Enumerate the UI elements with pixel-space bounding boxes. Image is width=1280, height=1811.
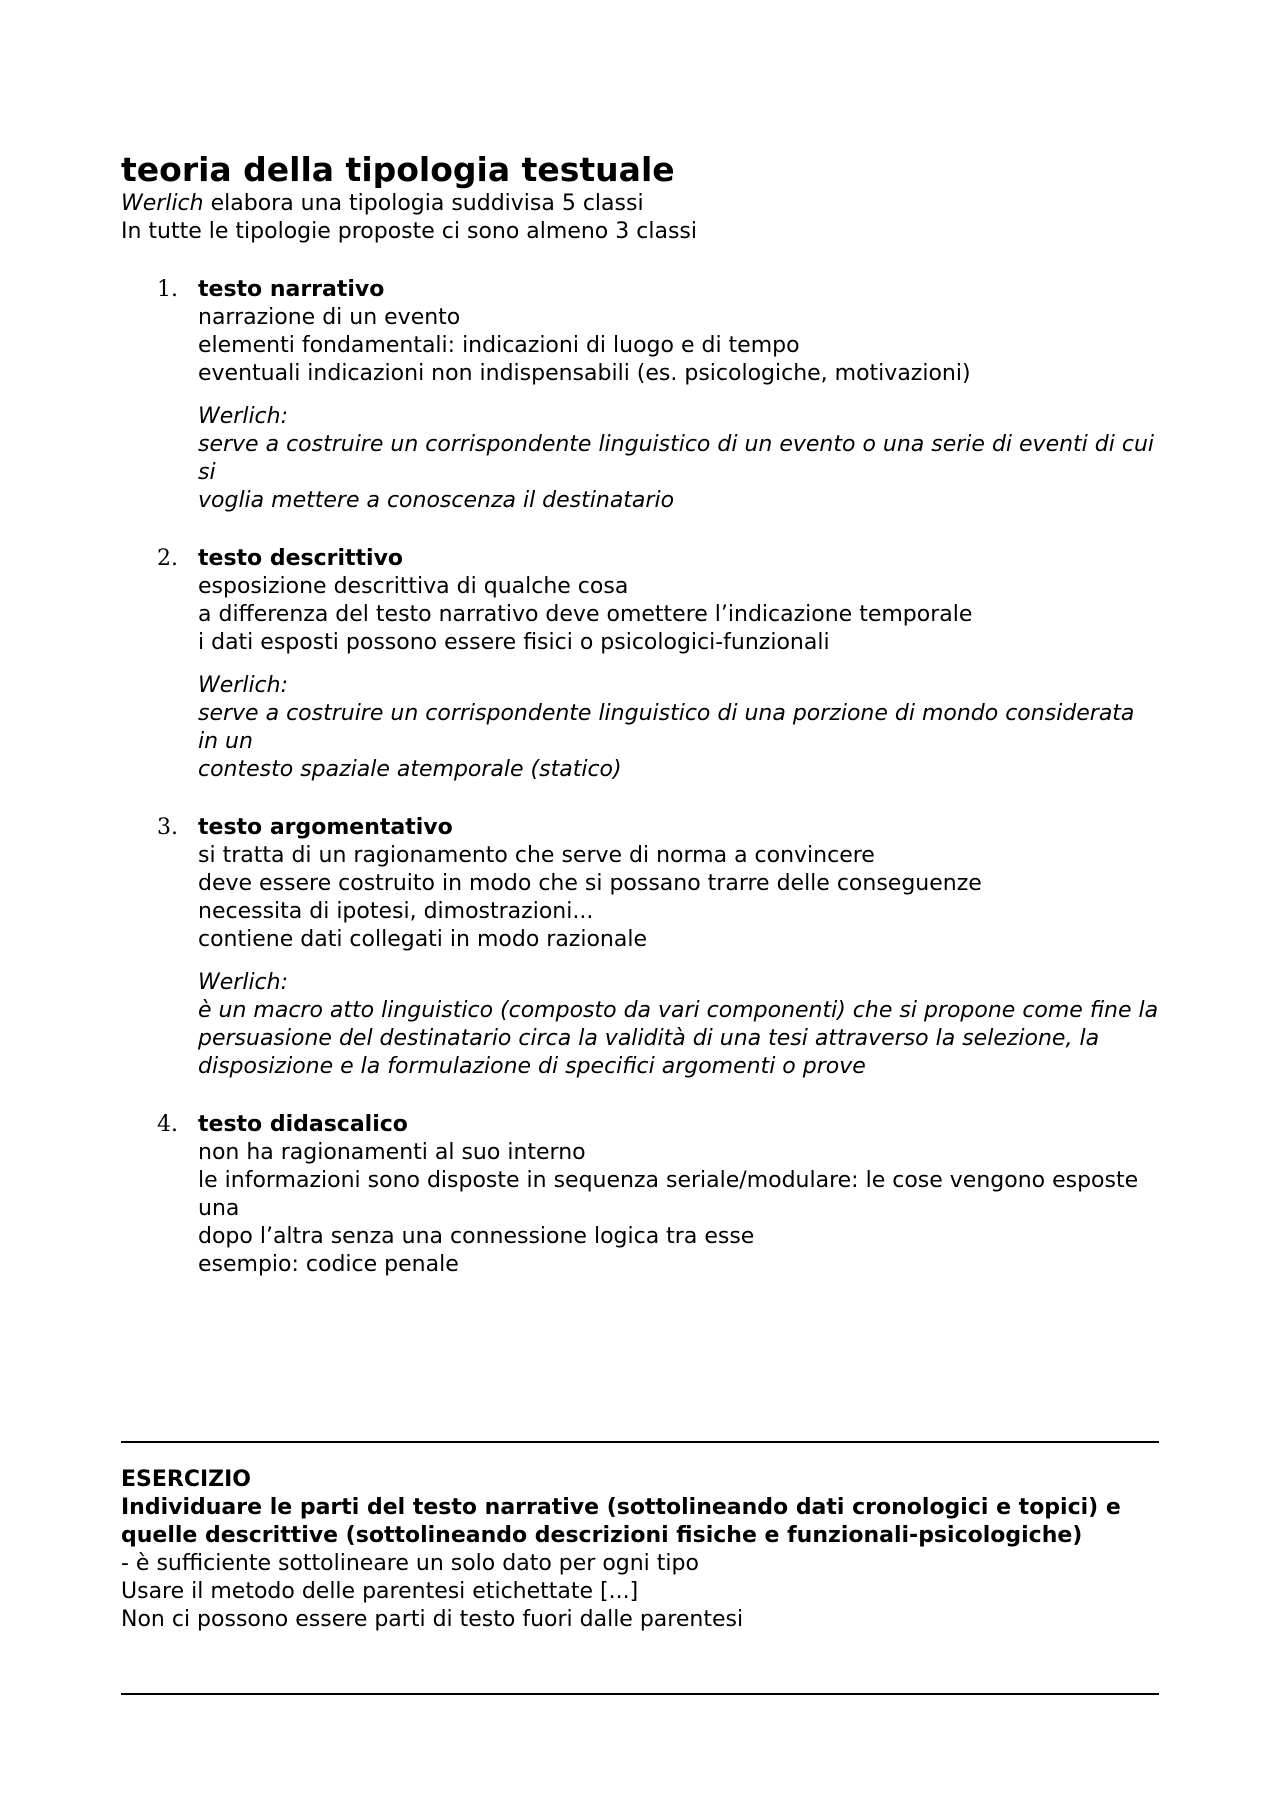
exercise-note: Non ci possono essere parti di testo fuori dalle parentesi (121, 1607, 744, 1632)
item-number: 4. (157, 1112, 178, 1137)
item-title: testo didascalico (198, 1112, 408, 1137)
item-title: testo narrativo (198, 277, 385, 302)
item-line: narrazione di un evento (198, 305, 461, 330)
item-line: non ha ragionamenti al suo interno (198, 1140, 586, 1165)
item-number: 2. (157, 546, 178, 571)
item-number: 3. (157, 815, 178, 840)
exercise-title: ESERCIZIO (121, 1467, 252, 1492)
list-item (121, 545, 1161, 784)
werlich-label: Werlich: (198, 970, 289, 995)
werlich-quote (121, 997, 1161, 1081)
exercise-note: - è sufficiente sottolineare un solo dato per ogni tipo (121, 1551, 699, 1576)
item-title: testo descrittivo (198, 546, 404, 571)
werlich-quote-line: voglia mettere a conoscenza il destinatario (198, 488, 675, 513)
werlich-quote-line: disposizione e la formulazione di specifici argomenti o prove (198, 1054, 866, 1079)
werlich-quote-line: serve a costruire un corrispondente linguistico di una porzione di mondo considerata in un (198, 701, 1135, 754)
item-line: si tratta di un ragionamento che serve di norma a convincere (198, 843, 875, 868)
item-title: testo argomentativo (198, 815, 453, 840)
list-item (121, 1111, 1161, 1279)
werlich-quote (121, 431, 1161, 515)
exercise-section (121, 1466, 1161, 1634)
document-body (121, 150, 1161, 1279)
intro-line-1 (121, 190, 1161, 218)
item-line: contiene dati collegati in modo razionale (198, 927, 647, 952)
list-item (121, 276, 1161, 515)
divider-bottom (121, 1693, 1159, 1695)
werlich-quote (121, 700, 1161, 784)
exercise-instruction: Individuare le parti del testo narrative (sottolineando dati cronologici e topici) e quelle descrittive (sottolineando descrizioni fisiche e funzionali-psicologiche) (121, 1495, 1121, 1548)
intro (121, 190, 1161, 246)
intro-author: Werlich (121, 191, 204, 216)
item-line: le informazioni sono disposte in sequenza seriale/modulare: le cose vengono esposte una (198, 1168, 1139, 1221)
werlich-quote-line: serve a costruire un corrispondente linguistico di un evento o una serie di eventi di cui si (198, 432, 1155, 485)
typology-list (121, 276, 1161, 1279)
item-line: eventuali indicazioni non indispensabili (es. psicologiche, motivazioni) (198, 361, 971, 386)
item-line: deve essere costruito in modo che si possano trarre delle conseguenze (198, 871, 982, 896)
item-line: a differenza del testo narrativo deve omettere l’indicazione temporale (198, 602, 973, 627)
item-line: esempio: codice penale (198, 1252, 459, 1277)
item-line: necessita di ipotesi, dimostrazioni... (198, 899, 594, 924)
werlich-quote-line: è un macro atto linguistico (composto da vari componenti) che si propone come fine la (198, 998, 1159, 1023)
intro-line-2: In tutte le tipologie proposte ci sono almeno 3 classi (121, 219, 697, 244)
list-item (121, 814, 1161, 1081)
item-line: esposizione descrittiva di qualche cosa (198, 574, 629, 599)
item-line: i dati esposti possono essere fisici o psicologici-funzionali (198, 630, 830, 655)
werlich-quote-line: contesto spaziale atemporale (statico) (198, 757, 622, 782)
intro-line-1-text: elabora una tipologia suddivisa 5 classi (203, 191, 644, 216)
divider-top (121, 1441, 1159, 1443)
page-title: teoria della tipologia testuale (121, 150, 675, 189)
item-line: dopo l’altra senza una connessione logica tra esse (198, 1224, 755, 1249)
item-number: 1. (157, 277, 178, 302)
item-line: elementi fondamentali: indicazioni di luogo e di tempo (198, 333, 800, 358)
exercise-note: Usare il metodo delle parentesi etichettate [...] (121, 1579, 639, 1604)
werlich-quote-line: persuasione del destinatario circa la validità di una tesi attraverso la selezione, la (198, 1026, 1100, 1051)
werlich-label: Werlich: (198, 673, 289, 698)
werlich-label: Werlich: (198, 404, 289, 429)
